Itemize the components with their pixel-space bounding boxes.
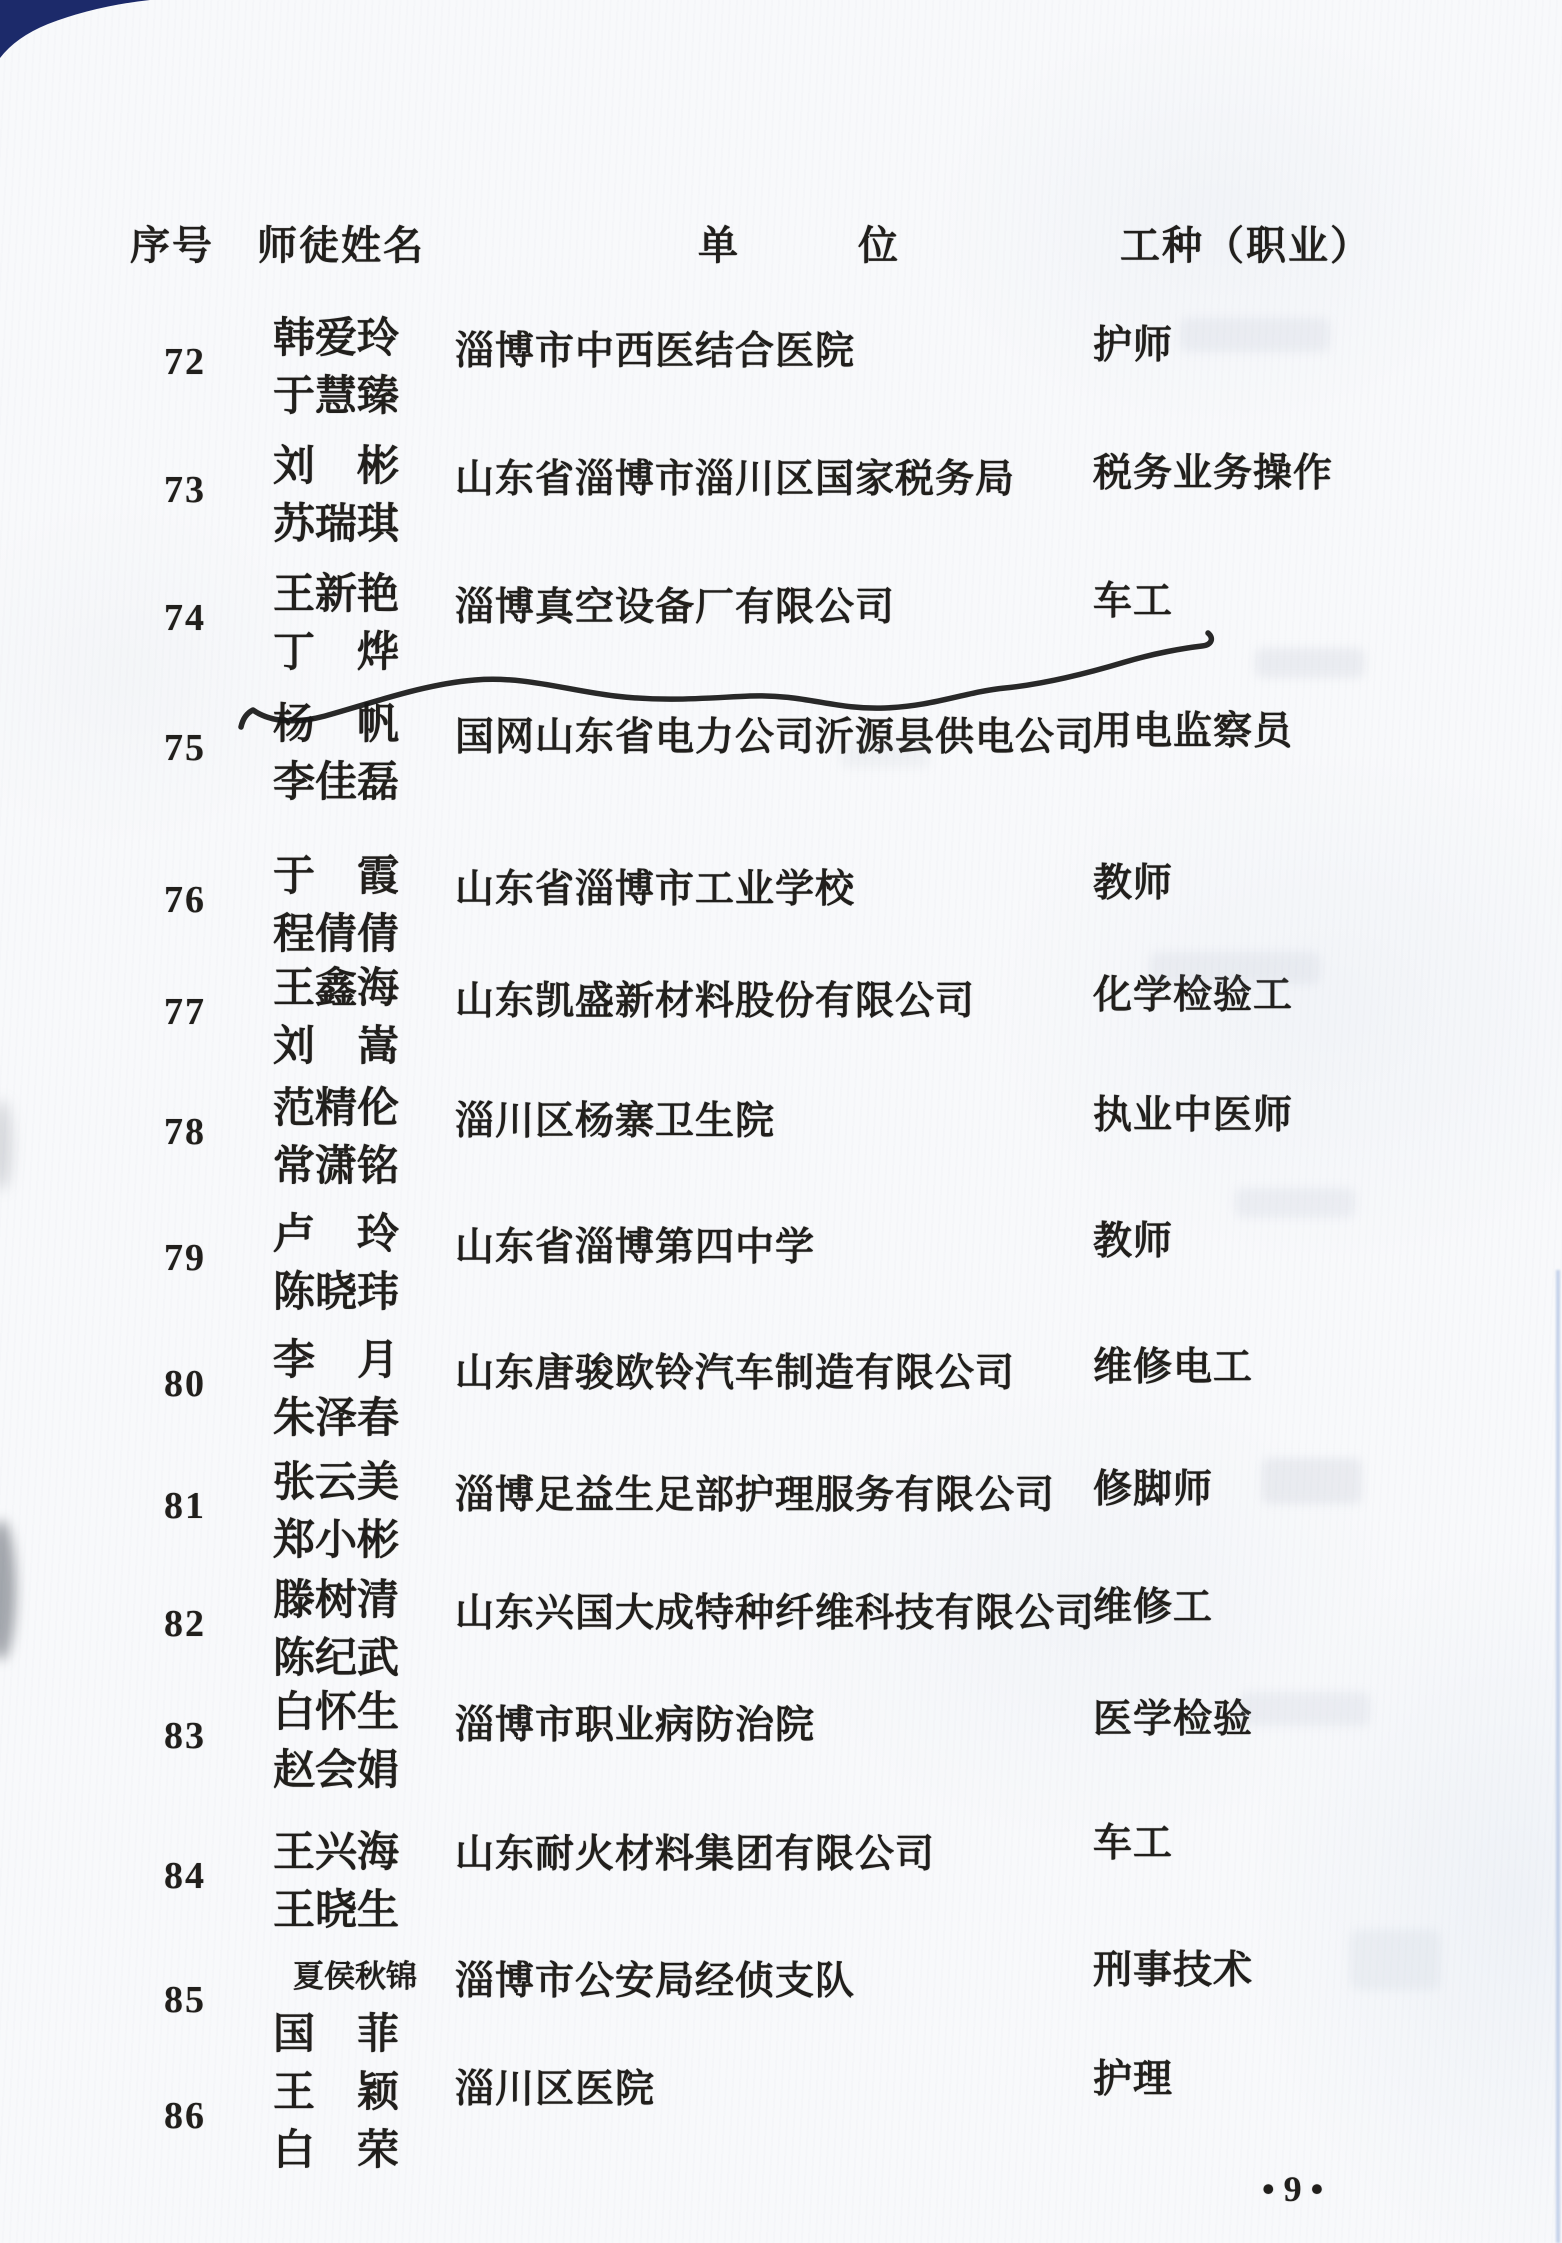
bleedthrough-mark [1180,318,1330,352]
master-name: 王兴海 [273,1830,400,1876]
apprentice-name: 王晓生 [273,1888,400,1934]
job-title: 维修工 [1093,1586,1214,1629]
master-name: 卢 玲 [273,1212,400,1258]
job-title: 护理 [1093,2058,1174,2101]
unit-name: 淄博足益生足部护理服务有限公司 [455,1474,1056,1517]
unit-name: 山东兴国大成特种纤维科技有限公司 [455,1592,1096,1635]
job-title: 修脚师 [1093,1468,1214,1511]
row-number: 73 [164,469,206,511]
unit-name: 淄博市中西医结合医院 [455,330,856,373]
unit-name: 淄川区杨寨卫生院 [455,1100,776,1143]
job-title: 维修电工 [1093,1346,1254,1389]
col-header-unit [698,200,900,284]
names-cell [273,556,463,680]
apprentice-name: 常潇铭 [273,1144,400,1190]
row-number: 85 [164,1979,206,2021]
names-cell [273,2054,463,2178]
row-number: 75 [164,727,206,769]
names-cell [273,1444,463,1568]
bleedthrough-mark [1350,1930,1440,1990]
master-name: 王 颖 [273,2070,400,2116]
unit-name: 淄博市职业病防治院 [455,1704,816,1747]
table-row [0,1938,1562,2062]
master-name: 韩爱玲 [273,316,400,362]
col-header-names: 师徒姓名 [257,222,425,268]
bleedthrough-mark [1150,952,1320,984]
unit-name: 山东省淄博市工业学校 [455,868,856,911]
row-number: 77 [164,991,206,1033]
job-title: 医学检验 [1093,1698,1254,1741]
row-number: 81 [164,1485,206,1527]
unit-name: 淄川区医院 [455,2068,656,2111]
unit-name: 淄博真空设备厂有限公司 [455,586,896,629]
names-cell [273,1814,463,1938]
apprentice-name: 朱泽春 [273,1396,400,1442]
page-number: •9• [1262,2169,1333,2209]
master-name: 刘 彬 [273,444,400,490]
apprentice-name: 陈纪武 [273,1636,400,1682]
job-title: 刑事技术 [1093,1949,1254,1992]
bleedthrough-mark [1262,1458,1362,1504]
job-title: 教师 [1093,862,1174,905]
master-name: 张云美 [273,1460,400,1506]
job-title: 执业中医师 [1093,1094,1294,1137]
col-header-no: 序号 [130,222,214,268]
row-number: 82 [164,1603,206,1645]
master-name: 杨 帆 [273,702,400,748]
unit-name: 山东省淄博第四中学 [455,1226,816,1269]
unit-name: 山东省淄博市淄川区国家税务局 [455,458,1016,501]
table-header [0,200,1562,284]
apprentice-name: 刘 嵩 [273,1024,400,1070]
names-cell [273,428,463,552]
apprentice-name: 于慧臻 [273,374,400,420]
names-cell [273,1196,463,1320]
master-name: 李 月 [273,1338,400,1384]
unit-name: 淄博市公安局经侦支队 [455,1960,856,2003]
unit-name: 国网山东省电力公司沂源县供电公司 [455,716,1096,759]
apprentice-name: 陈晓玮 [273,1270,400,1316]
row-number: 84 [164,1855,206,1897]
names-cell [273,686,463,810]
names-cell [273,300,463,424]
row-number: 78 [164,1111,206,1153]
apprentice-name: 苏瑞琪 [273,502,400,548]
unit-name: 山东耐火材料集团有限公司 [455,1833,936,1876]
apprentice-name: 程倩倩 [273,912,400,958]
col-header-job: 工种（职业） [1120,222,1372,268]
unit-name: 山东凯盛新材料股份有限公司 [455,980,976,1023]
right-edge-scan-line [1556,1270,1560,2243]
job-title: 车工 [1093,1822,1174,1865]
names-cell [273,1674,463,1798]
row-number: 74 [164,597,206,639]
row-number: 83 [164,1715,206,1757]
master-name: 于 霞 [273,854,400,900]
master-name: 夏侯秋锦 [293,1958,417,1994]
bleedthrough-mark [1240,1692,1370,1726]
apprentice-name: 白 荣 [273,2128,400,2174]
table-row [0,2054,1562,2178]
bleedthrough-mark [1255,648,1365,678]
names-cell [273,838,463,962]
apprentice-name: 郑小彬 [273,1518,400,1564]
col-header-unit-left: 单 [698,222,740,268]
names-cell [273,1938,463,2062]
master-name: 白怀生 [273,1690,400,1736]
apprentice-name: 国 菲 [273,2012,400,2058]
table-row [0,686,1562,810]
job-title: 用电监察员 [1093,710,1294,753]
master-name: 范精伦 [273,1086,400,1132]
bleedthrough-mark [1235,1188,1355,1218]
table-row [0,1070,1562,1194]
names-cell [273,1562,463,1686]
row-number: 72 [164,341,206,383]
table-row [0,428,1562,552]
master-name: 王鑫海 [273,966,400,1012]
names-cell [273,1322,463,1446]
job-title: 车工 [1093,580,1174,623]
master-name: 王新艳 [273,572,400,618]
apprentice-name: 李佳磊 [273,760,400,806]
row-number: 79 [164,1237,206,1279]
master-name: 滕树清 [273,1578,400,1624]
job-title: 护师 [1093,324,1174,367]
row-number: 86 [164,2095,206,2137]
job-title: 化学检验工 [1093,974,1294,1017]
names-cell [273,1070,463,1194]
apprentice-name: 丁 烨 [273,630,400,676]
unit-name: 山东唐骏欧铃汽车制造有限公司 [455,1352,1016,1395]
job-title: 教师 [1093,1220,1174,1263]
row-number: 80 [164,1363,206,1405]
row-number: 76 [164,879,206,921]
table-row [0,950,1562,1074]
corner-scan-artifact [0,0,200,70]
job-title: 税务业务操作 [1093,452,1334,495]
table-row [0,1322,1562,1446]
names-cell [273,950,463,1074]
bleedthrough-mark [840,742,930,768]
table-row [0,300,1562,424]
apprentice-name: 赵会娟 [273,1748,400,1794]
col-header-unit-right: 位 [858,222,900,268]
